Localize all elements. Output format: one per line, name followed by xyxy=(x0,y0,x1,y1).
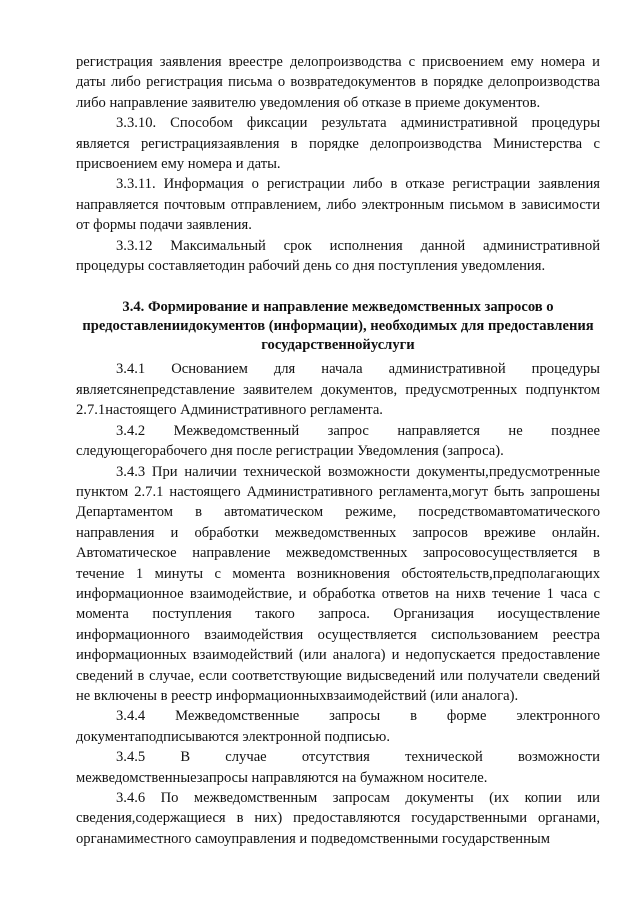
paragraph-3-4-4: 3.4.4 Межведомственные запросы в форме электронного документаподписываются электронной подписью. xyxy=(76,708,600,745)
paragraph-3-4-2: 3.4.2 Межведомственный запрос направляется не позднее следующегорабочего дня после регистрации Уведомления (запроса). xyxy=(76,422,600,460)
paragraph-3-3-10: 3.3.10. Способом фиксации результата административной процедуры является регистрациязаявления в порядке делопроизводства Министерства с присвоением ему номера и даты. xyxy=(76,115,600,173)
paragraph-registration-cont: регистрация заявления вреестре делопроизводства с присвоением ему номера и даты либо регистрация письма о возвратедокументов в порядке делопроизводства либо направление заявителю уведомления об отказе в приеме документов. xyxy=(76,54,600,111)
paragraph-3-3-11: 3.3.11. Информация о регистрации либо в отказе регистрации заявления направляется почтовым отправлением, либо электронным письмом в зависимости от формы подачи заявления. xyxy=(76,176,600,234)
paragraph-3-3-12: 3.3.12 Максимальный срок исполнения данной административной процедуры составляетодин рабочий день со дня поступления уведомления. xyxy=(76,237,600,275)
paragraph-3-4-6: 3.4.6 По межведомственным запросам документы (их копии или сведения,содержащиеся в них) предоставляются государственными органами, органамиместного самоуправления и подведомственными государственным xyxy=(76,790,600,847)
section-heading-3-4: 3.4. Формирование и направление межведомственных запросов о предоставлениидокументов (информации), необходимых для предоставления государственнойуслуги xyxy=(82,299,594,354)
paragraph-3-4-5: 3.4.5 В случае отсутствия технической возможности межведомственныезапросы направляются на бумажном носителе. xyxy=(76,749,600,786)
paragraph-3-4-3: 3.4.3 При наличии технической возможности документы,предусмотренные пунктом 2.7.1 настоящего Административного регламента,могут быть запрошены Департаментом в автоматическом режиме, посредствомавтоматического направления и обработки межведомственных запросов вреживе онлайн. Автоматическое направление межведомственных запросовосуществляется в течение 1 минуты с момента возникновения обстоятельств,предполагающих информационное взаимодействие, и обработка ответов на нихв течение 1 часа с момента поступления такого запроса. Организация иосуществление информационного взаимодействия осуществляется сиспользованием реестра информационных взаимодействий (или аналога) и недопускается предоставление сведений в случае, если соответствующие видысведений или получатели сведений не включены в реестр информационныхвзаимодействий (или аналога). xyxy=(76,463,600,704)
paragraph-3-4-1: 3.4.1 Основанием для начала административной процедуры являетсянепредставление заявителем документов, предусмотренных подпунктом 2.7.1настоящего Административного регламента. xyxy=(76,361,600,419)
